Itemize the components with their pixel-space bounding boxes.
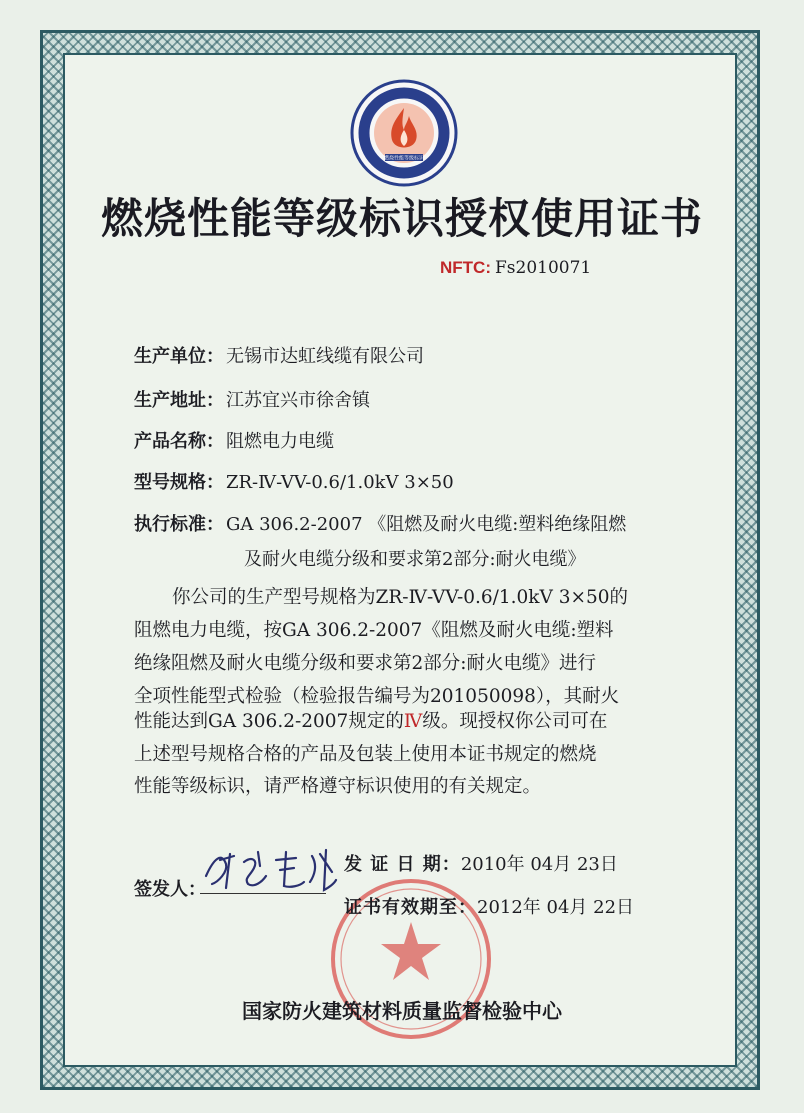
- cert-no-value: Fs2010071: [494, 258, 592, 278]
- body-line-7: 性能等级标识，请严格遵守标识使用的有关规定。: [134, 776, 542, 797]
- field-model-value: ZR-Ⅳ-VV-0.6/1.0kV 3×50: [226, 472, 454, 493]
- field-standard-continuation: 及耐火电缆分级和要求第2部分:耐火电缆》: [244, 549, 586, 570]
- cert-no-label: NFTC:: [440, 258, 491, 277]
- field-standard-value: GA 306.2-2007 《阻燃及耐火电缆:塑料绝缘阻燃: [226, 514, 627, 535]
- handwritten-signature: [200, 842, 340, 898]
- body-line-5: [134, 707, 607, 733]
- field-unit-value: 无锡市达虹线缆有限公司: [226, 346, 424, 367]
- center-logo-icon: [349, 78, 459, 188]
- field-product-label: 产品名称：: [134, 431, 224, 452]
- logo-inner-text: 燃烧性能等级标识: [383, 155, 425, 162]
- body-line-4: 全项性能型式检验（检验报告编号为201050098），其耐火: [134, 686, 620, 707]
- field-standard-label: 执行标准：: [134, 514, 224, 535]
- body-line-2: 阻燃电力电缆，按GA 306.2-2007《阻燃及耐火电缆:塑料: [134, 620, 614, 641]
- field-unit: [134, 342, 424, 368]
- expiry-date: [344, 893, 634, 919]
- issuing-authority: 国家防火建筑材料质量监督检验中心: [242, 999, 562, 1023]
- field-address-label: 生产地址：: [134, 390, 224, 411]
- expiry-date-value: 2012年 04月 22日: [477, 897, 635, 918]
- issue-date-value: 2010年 04月 23日: [460, 854, 618, 875]
- field-product-value: 阻燃电力电缆: [226, 431, 334, 452]
- issue-date: [344, 850, 618, 876]
- body-line-5-post: 级。现授权你公司可在: [422, 711, 608, 732]
- fire-grade: Ⅳ: [403, 711, 423, 732]
- signature-line: [200, 893, 326, 894]
- field-unit-label: 生产单位：: [134, 346, 224, 367]
- field-standard: [134, 510, 626, 536]
- field-address: [134, 386, 370, 412]
- field-product: [134, 427, 334, 453]
- issue-date-label: 发 证 日 期：: [344, 854, 461, 875]
- signer-label: 签发人：: [134, 879, 206, 900]
- body-line-3: 绝缘阻燃及耐火电缆分级和要求第2部分:耐火电缆》进行: [134, 653, 597, 674]
- body-line-6: 上述型号规格合格的产品及包装上使用本证书规定的燃烧: [134, 744, 597, 765]
- certificate-number: [440, 258, 591, 278]
- body-line-1: 你公司的生产型号规格为ZR-Ⅳ-VV-0.6/1.0kV 3×50的: [172, 587, 629, 608]
- expiry-date-label: 证书有效期至：: [344, 897, 477, 918]
- body-line-5-pre: 性能达到GA 306.2-2007规定的: [134, 711, 404, 732]
- field-model-label: 型号规格：: [134, 472, 224, 493]
- field-address-value: 江苏宜兴市徐舍镇: [226, 390, 370, 411]
- field-model: [134, 468, 454, 494]
- certificate-title: 燃烧性能等级标识授权使用证书: [100, 194, 703, 243]
